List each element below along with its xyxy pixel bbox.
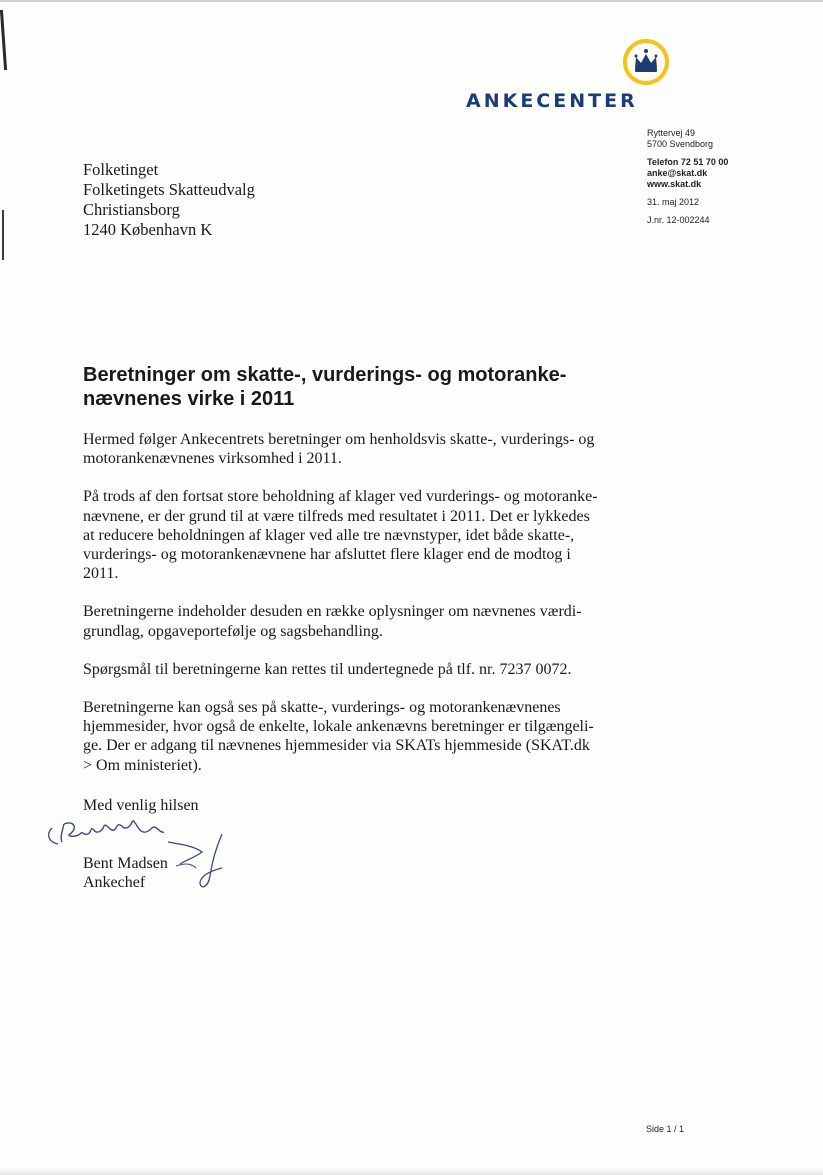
sender-city: 5700 Svendborg — [647, 139, 714, 149]
text-line: nævnene, er der grund til at være tilfreds med resultatet i 2011. Det er lykkedes — [83, 507, 590, 525]
letter-body — [83, 430, 643, 794]
recipient-address-block — [83, 160, 483, 240]
text-line: Spørgsmål til beretningerne kan rettes til undertegnede på tlf. nr. 7237 0072. — [83, 660, 572, 678]
paragraph — [83, 602, 643, 640]
recipient-line: 1240 København K — [83, 220, 213, 239]
text-line: Beretningerne indeholder desuden en række oplysninger om nævnenes værdi- — [83, 603, 582, 621]
sender-email: anke@skat.dk — [647, 168, 708, 178]
text-line: 2011. — [83, 565, 119, 583]
closing-greeting: Med venlig hilsen — [83, 797, 199, 814]
crown-icon — [622, 38, 670, 86]
letter-title — [83, 363, 643, 411]
scan-edge-top — [0, 0, 823, 2]
text-line: På trods af den fortsat store beholdning af klager ved vurderings- og motoranke- — [83, 488, 598, 506]
paragraph — [83, 660, 643, 679]
paragraph — [83, 487, 643, 583]
text-line: vurderings- og motorankenævnene har afsluttet flere klager end de modtog i — [83, 546, 571, 564]
text-line: Beretningerne kan også ses på skatte-, vurderings- og motorankenævnenes — [83, 699, 561, 717]
text-line: at reducere beholdningen af klager ved alle tre nævnstyper, idet både skatte-, — [83, 526, 575, 544]
recipient-line: Folketinget — [83, 160, 159, 179]
brand-name: ANKECENTER — [466, 90, 638, 112]
sender-street: Ryttervej 49 — [647, 128, 696, 138]
journal-number: J.nr. 12-002244 — [647, 215, 710, 225]
text-line: Hermed følger Ankecentrets beretninger om henholdsvis skatte-, vurderings- og — [83, 431, 595, 448]
text-line: motorankenævnenes virksomhed i 2011. — [83, 450, 342, 468]
letter-date: 31. maj 2012 — [647, 197, 700, 207]
sender-web: www.skat.dk — [647, 179, 702, 189]
recipient-line: Folketingets Skatteudvalg — [83, 180, 255, 199]
title-line: nævnenes virke i 2011 — [83, 388, 295, 410]
scan-mark — [2, 210, 4, 260]
scan-mark — [0, 10, 7, 70]
recipient-line: Christiansborg — [83, 200, 180, 219]
page-number: Side 1 / 1 — [646, 1124, 685, 1134]
signatory-block — [83, 854, 383, 892]
text-line: ge. Der er adgang til nævnenes hjemmesider via SKATs hjemmeside (SKAT.dk — [83, 737, 590, 755]
sender-address-block — [647, 128, 817, 226]
paragraph — [83, 698, 643, 775]
text-line: > Om ministeriet). — [83, 756, 202, 774]
text-line: hjemmesider, hvor også de enkelte, lokale ankenævns beretninger er tilgængeli- — [83, 718, 594, 736]
paragraph — [83, 430, 643, 468]
text-line: grundlag, opgaveportefølje og sagsbehandling. — [83, 622, 383, 640]
title-line: Beretninger om skatte-, vurderings- og motoranke- — [83, 364, 567, 386]
sender-phone: Telefon 72 51 70 00 — [647, 157, 729, 167]
signatory-title: Ankechef — [83, 874, 146, 891]
signatory-name: Bent Madsen — [83, 855, 168, 872]
scan-edge-bottom — [0, 1168, 823, 1175]
